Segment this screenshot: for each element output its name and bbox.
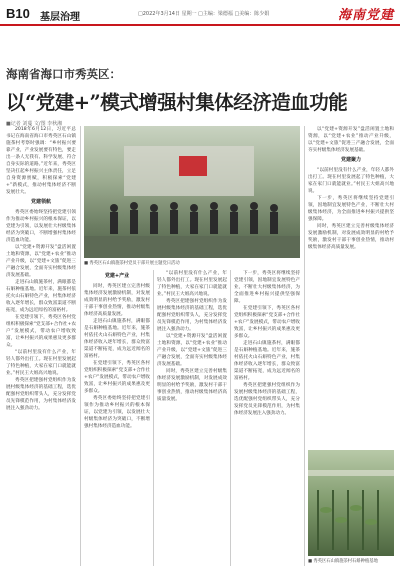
body-paragraph: 同时，秀英区建立完善村级集体经济发展激励机制，对发展成效明显的村给予奖励，激发村干部干事创业热情，推动村级集体经济高质量发展。 (157, 369, 227, 402)
text-column-5 (308, 126, 394, 444)
column-divider (304, 126, 305, 566)
photo-orchid-base (308, 450, 394, 556)
body-paragraph: 在党建引领下，秀英区各村党组织积极探索“党支部+合作社+农户”发展模式，带动农户增收致富，让乡村振兴的成果惠及更多群众。 (84, 361, 150, 394)
body-paragraph: 秀英区委始终坚持把党建引领作为推动乡村振兴的根本保证，以党建为引领，以发展壮大村级集体经济为突破口，不断增强村集体经济造血功能。 (84, 396, 150, 429)
newspaper-brand: 海南党建 (337, 8, 394, 23)
text-column-2 (84, 270, 150, 566)
greenhouse-illustration (308, 450, 394, 556)
text-column-3 (157, 270, 227, 566)
date-line: □2022年3月14日 星期一 □主编：梁德福 □美编：陈少娟 (138, 11, 270, 17)
headline-block (6, 66, 394, 127)
body-paragraph: 以“党建+资源开发”盘活闲置土地和资源，以“党建+农业”推动产业升级，以“党建+文旅”促进三产融合发展，全面夯实村级集体经济发展基础。 (308, 127, 394, 153)
body-paragraph: “以前村里没有什么产业，年轻人都外出打工。现在村里发展起了特色种植，大家在家门口就能就业。”村民王大姐高兴地说。 (6, 350, 76, 376)
body-paragraph: 以“党建+资源开发”盘活闲置土地和资源，以“党建+农业”推动产业升级，以“党建+文旅”促进三产融合发展，全面夯实村级集体经济发展基础。 (6, 245, 76, 278)
article-byline: ■记者 刘蔓 文/图 李秋湘 (6, 121, 63, 127)
subhead-3: 党建聚力 (340, 157, 361, 163)
body-paragraph: 秀英区把建强村党组织作为发展村级集体经济的基础工程，选优配强村党组织带头人，充分发挥党员先锋模范作用，为村集体经济发展注入强劲动力。 (157, 299, 227, 332)
section-name: 基层治理 (40, 12, 80, 23)
lead-paragraph: 2018年6月12日，习近平总书记在海南省海口市秀英区石山镇施茶村考察时强调：“乡村振兴要靠产业，产业发展要有特色，要走出一条人无我有、科学发展、符合自身实际的道路。”近年来，秀英区坚决扛起乡村振兴主体责任，立足自身资源禀赋，积极探索“党建+”新模式，推动村集体经济不断发展壮大。 (6, 127, 76, 195)
text-column-4 (234, 270, 300, 566)
body-paragraph: “以前村里没有什么产业，年轻人都外出打工。现在村里发展起了特色种植，大家在家门口就能就业。”村民王大姐高兴地说。 (157, 271, 227, 297)
body-paragraph: 走进石山镇施茶村，满眼都是石斛种植基地。近年来，施茶村依托火山石斛特色产业，村集体经济收入逐年增长，群众致富渠道不断拓宽，成为远近闻名的富裕村。 (84, 319, 150, 359)
body-paragraph: 下一步，秀英区将继续坚持党建引领，因地制宜发展特色产业，不断壮大村级集体经济，为全面推进乡村振兴提供坚强保障。 (308, 196, 394, 222)
group-photo-illustration (84, 126, 300, 258)
article-title: 以“党建+”模式增强村集体经济造血功能 (6, 91, 348, 114)
body-paragraph: 下一步，秀英区将继续坚持党建引领，因地制宜发展特色产业，不断壮大村级集体经济，为全面推进乡村振兴提供坚强保障。 (234, 271, 300, 304)
body-paragraph: 同时，秀英区建立完善村级集体经济发展激励机制，对发展成效明显的村给予奖励，激发村干部干事创业热情，推动村级集体经济高质量发展。 (84, 284, 150, 317)
body-paragraph: 秀英区把建强村党组织作为发展村级集体经济的基础工程，选优配强村党组织带头人，充分发挥党员先锋模范作用，为村集体经济发展注入强劲动力。 (234, 383, 300, 416)
body-paragraph: 同时，秀英区建立完善村级集体经济发展激励机制，对发展成效明显的村给予奖励，激发村干部干事创业热情，推动村级集体经济高质量发展。 (308, 224, 394, 250)
subhead-1: 党建领航 (30, 199, 51, 205)
photo-caption-1: ■ 秀英区石山镇施茶村党员干部开展主题党日活动 (84, 261, 180, 266)
body-paragraph: “以前村里没有什么产业，年轻人都外出打工。现在村里发展起了特色种植，大家在家门口就能就业。”村民王大姐高兴地说。 (308, 168, 394, 194)
body-paragraph: 走进石山镇施茶村，满眼都是石斛种植基地。近年来，施茶村依托火山石斛特色产业，村集体经济收入逐年增长，群众致富渠道不断拓宽，成为远近闻名的富裕村。 (6, 280, 76, 313)
body-paragraph: 秀英区委始终坚持把党建引领作为推动乡村振兴的根本保证，以党建为引领，以发展壮大村级集体经济为突破口，不断增强村集体经济造血功能。 (6, 210, 76, 243)
body-paragraph: 以“党建+资源开发”盘活闲置土地和资源，以“党建+农业”推动产业升级，以“党建+文旅”促进三产融合发展，全面夯实村级集体经济发展基础。 (157, 334, 227, 367)
text-column-1 (6, 126, 76, 566)
photo-party-members (84, 126, 300, 258)
photo-caption-2: ■ 秀英区石山镇施茶村石斛种植基地 (308, 559, 378, 564)
page-header (0, 0, 400, 26)
body-paragraph: 秀英区把建强村党组织作为发展村级集体经济的基础工程，选优配强村党组织带头人，充分发挥党员先锋模范作用，为村集体经济发展注入强劲动力。 (6, 378, 76, 411)
page-number: B10 (6, 6, 30, 21)
body-paragraph: 在党建引领下，秀英区各村党组织积极探索“党支部+合作社+农户”发展模式，带动农户增收致富，让乡村振兴的成果惠及更多群众。 (234, 306, 300, 339)
body-paragraph: 在党建引领下，秀英区各村党组织积极探索“党支部+合作社+农户”发展模式，带动农户增收致富，让乡村振兴的成果惠及更多群众。 (6, 315, 76, 348)
column-divider (80, 126, 81, 566)
column-divider (230, 270, 231, 566)
article-kicker: 海南省海口市秀英区： (6, 67, 121, 81)
column-divider (153, 270, 154, 566)
subhead-2: 党建+产业 (104, 273, 130, 279)
body-paragraph: 走进石山镇施茶村，满眼都是石斛种植基地。近年来，施茶村依托火山石斛特色产业，村集体经济收入逐年增长，群众致富渠道不断拓宽，成为远近闻名的富裕村。 (234, 341, 300, 381)
